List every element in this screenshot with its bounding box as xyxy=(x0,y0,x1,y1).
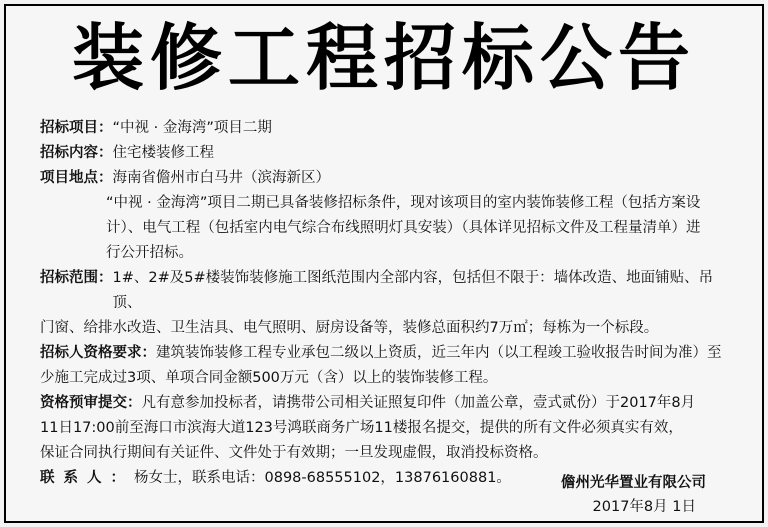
content-label: 招标内容： xyxy=(40,145,113,161)
intro-paragraph xyxy=(40,191,730,266)
prequal-line: 凡有意参加投标者，请携带公司相关证照复印件（加盖公章，壹式贰份）于2017年8月 xyxy=(141,395,696,411)
scope-row xyxy=(40,266,730,316)
signature-block xyxy=(561,471,706,519)
announcement-title: 装修工程招标公告 xyxy=(71,15,696,100)
intro-line: 计）、电气工程（包括室内电气综合布线照明灯具安装）（具体详见招标文件及工程量清单）进 xyxy=(106,220,701,236)
announcement-date: 2017年8月 1日 xyxy=(592,499,696,515)
prequal-label: 资格预审提交： xyxy=(40,395,142,411)
project-row xyxy=(40,116,730,141)
prequal-line-continued: 11日17:00前至海口市滨海大道123号鸿联商务广场11楼报名提交，提供的所有文件必须真实有效， xyxy=(40,420,683,436)
intro-line: 行公开招标。 xyxy=(106,245,193,261)
scope-text xyxy=(113,266,731,316)
qualification-line: 建筑装饰装修工程专业承包二级以上资质，近三年内（以工程竣工验收报告时间为准）至 xyxy=(156,345,722,361)
location-label: 项目地点： xyxy=(40,170,113,186)
project-label: 招标项目： xyxy=(40,120,113,136)
qualification-line-continued: 少施工完成过3项、单项合同金额500万元（含）以上的装饰装修工程。 xyxy=(40,370,498,386)
location-value: 海南省儋州市白马井（滨海新区） xyxy=(112,170,330,186)
scope-line: 1#、2#及5#楼装饰装修施工图纸范围内全部内容，包括但不限于：墙体改造、地面铺贴、吊顶、 xyxy=(112,270,714,311)
intro-line: “中视 · 金海湾”项目二期已具备装修招标条件，现对该项目的室内装饰装修工程（包括方案设 xyxy=(106,195,701,211)
company-name: 儋州光华置业有限公司 xyxy=(561,475,706,491)
qualification-label: 招标人资格要求： xyxy=(40,345,156,361)
project-value: “中视 · 金海湾”项目二期 xyxy=(112,120,272,136)
scope-label: 招标范围： xyxy=(40,270,113,286)
content-row xyxy=(40,141,730,166)
scope-line-continued: 门窗、给排水改造、卫生洁具、电气照明、厨房设备等，装修总面积约7万㎡；每栋为一个标段。 xyxy=(40,320,659,336)
announcement-body xyxy=(40,116,730,491)
location-row xyxy=(40,166,730,191)
contact-value: 杨女士，联系电话：0898-68555102，13876160881。 xyxy=(134,470,511,486)
prequal-line-continued: 保证合同执行期间有关证件、文件处于有效期；一旦发现虚假，取消投标资格。 xyxy=(40,445,548,461)
content-value: 住宅楼装修工程 xyxy=(112,145,214,161)
contact-label: 联系人： xyxy=(40,470,134,486)
prequal-row xyxy=(40,391,730,416)
qualification-row xyxy=(40,341,730,366)
